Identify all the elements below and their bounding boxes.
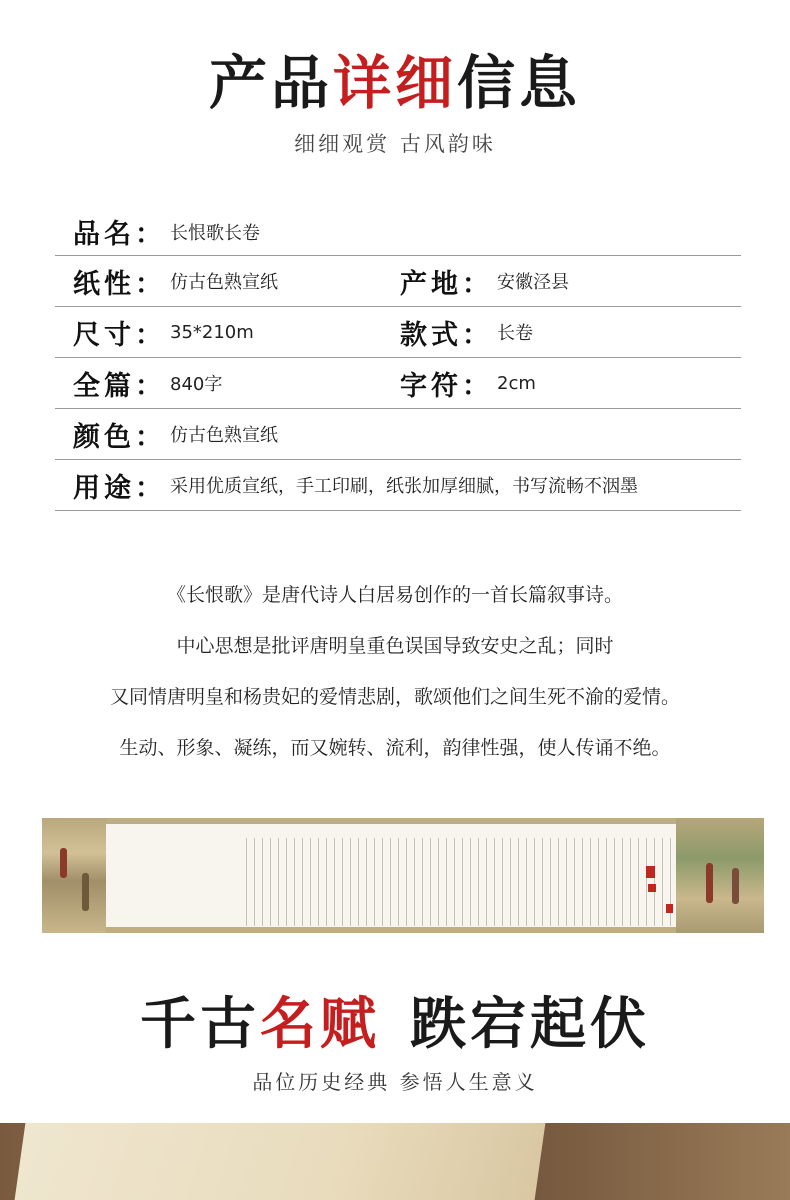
spec-colon: ： (135, 319, 162, 351)
section-title (0, 48, 790, 118)
painted-figure (82, 873, 89, 911)
scroll-painting-right (676, 818, 764, 933)
spec-cell-left (73, 409, 278, 459)
spec-value: 采用优质宣纸，手工印刷，纸张加厚细腻，书写流畅不洇墨 (170, 476, 638, 497)
spec-value: 安徽泾县 (497, 272, 569, 293)
spec-label: 字符 (400, 370, 462, 402)
scroll-trim-bottom (106, 927, 676, 933)
description-line: 生动、形象、凝练，而又婉转、流利，韵律性强，使人传诵不绝。 (119, 737, 671, 759)
spec-table (55, 208, 741, 511)
seal-stamp (646, 866, 655, 878)
calligraphy-text-block (246, 838, 706, 926)
spec-cell-right (400, 256, 569, 306)
spec-label: 款式 (400, 319, 462, 351)
scroll-product-image (42, 818, 764, 933)
spec-row (55, 460, 741, 511)
spec-label: 颜色 (73, 421, 135, 453)
spec-cell-right (400, 358, 536, 408)
description-line: 《长恨歌》是唐代诗人白居易创作的一首长篇叙事诗。 (166, 584, 623, 606)
spec-value: 长卷 (497, 323, 533, 344)
spec-label: 尺寸 (73, 319, 135, 351)
spec-label: 纸性 (73, 268, 135, 300)
spec-colon: ： (135, 472, 162, 504)
spec-label: 产地 (400, 268, 462, 300)
spec-label: 全篇 (73, 370, 135, 402)
spec-label: 用途 (73, 472, 135, 504)
title-part-red: 详细 (332, 49, 457, 117)
spec-cell-right (400, 307, 533, 357)
spec-cell-left (73, 460, 638, 510)
seal-stamp (648, 884, 656, 892)
spec-cell-left (73, 307, 254, 357)
seal-stamp (666, 904, 673, 913)
paper-sheet (15, 1123, 546, 1200)
spec-row (55, 307, 741, 358)
spec-colon: ： (462, 319, 489, 351)
description-line: 中心思想是批评唐明皇重色误国导致安史之乱；同时 (176, 635, 614, 657)
title-part-black: 千古 (140, 991, 260, 1057)
poem-description (0, 570, 790, 774)
title-part-black: 产品 (208, 49, 333, 117)
spec-value: 2cm (497, 372, 536, 394)
description-line: 又同情唐明皇和杨贵妃的爱情悲剧，歌颂他们之间生死不渝的爱情。 (109, 686, 680, 708)
spec-colon: ： (135, 421, 162, 453)
spec-value: 长恨歌长卷 (170, 222, 260, 244)
section-title (0, 990, 790, 1058)
scroll-closeup-photo (0, 1123, 790, 1200)
spec-value: 840字 (170, 374, 223, 395)
spec-cell-left (73, 208, 260, 255)
spec-row (55, 358, 741, 409)
title-part-black: 信息 (457, 49, 582, 117)
scroll-paper (106, 824, 676, 927)
section-subtitle: 品位历史经典 参悟人生意义 (252, 1070, 538, 1094)
spec-colon: ： (135, 268, 162, 300)
spec-value: 仿古色熟宣纸 (170, 272, 278, 293)
painted-figure (706, 863, 713, 903)
painted-figure (60, 848, 67, 878)
spec-row (55, 409, 741, 460)
spec-colon: ： (462, 268, 489, 300)
spec-cell-left (73, 358, 222, 408)
title-part-red: 名赋 (260, 991, 380, 1057)
section-subtitle: 细细观赏 古风韵味 (294, 132, 496, 156)
spec-colon: ： (462, 370, 489, 402)
spec-value: 35*210m (170, 321, 254, 343)
spec-colon: ： (135, 370, 162, 402)
spec-row (55, 256, 741, 307)
painted-figure (732, 868, 739, 904)
product-details-header (0, 48, 790, 158)
classic-poem-header (0, 990, 790, 1095)
spec-label: 品名 (73, 219, 135, 250)
spec-colon: ： (135, 219, 162, 250)
title-part-black: 跌宕起伏 (410, 991, 650, 1057)
spec-value: 仿古色熟宣纸 (170, 425, 278, 446)
scroll-painting-left (42, 818, 106, 933)
spec-row (55, 208, 741, 256)
spec-cell-left (73, 256, 278, 306)
